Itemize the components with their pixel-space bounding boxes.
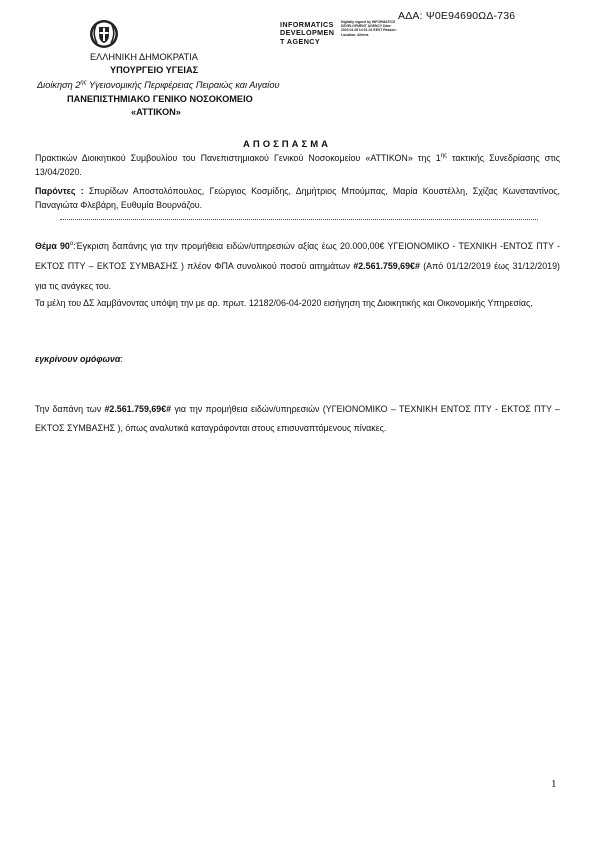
ministry-heading: ΥΠΟΥΡΓΕΙΟ ΥΓΕΙΑΣ (110, 65, 199, 75)
item-amount: #2.561.759,69€# (353, 261, 420, 271)
page-number: 1 (551, 778, 557, 790)
agency-line: DEVELOPMEN (280, 28, 335, 38)
greek-emblem-icon (88, 18, 120, 50)
minutes-paragraph: Πρακτικών Διοικητικού Συμβουλίου του Πανεπιστημιακού Γενικού Νοσοκομείου «ΑΤΤΙΚΟΝ» της $1^{\eta\varsigma}$ τακτικής Συνεδρίασης στις 13/04/2020. (35, 153, 560, 177)
item-paragraph: Θέμα $90^o:Έ\gamma\kappa\rho\iota\sigma\eta$ δαπάνης για την προμήθεια ειδών/υπηρεσιών αξίας έως 20.000,00€ ΥΓΕΙΟΝΟΜΙΚΟ - ΤΕΧΝΙΚΗ -ΕΝΤΟΣ ΠΤΥ - ΕΚΤΟΣ ΠΤΥ – ΕΚΤΟΣ ΣΥΜΒΑΣΗΣ ) πλέον ΦΠΑ συνολικού ποσού αιτημάτων #2.561.759,69€# (Από 01/12/2019 έως 31/12/2019) για τις ανάγκες του. (35, 241, 560, 291)
document-title: ΑΠΟΣΠΑΣΜΑ (243, 139, 332, 150)
item-label: Θέμα 90 (35, 241, 70, 251)
hospital-heading: ΠΑΝΕΠΙΣΤΗΜΙΑΚΟ ΓΕΝΙΚΟ ΝΟΣΟΚΟΜΕΙΟ (67, 94, 253, 104)
members-paragraph: Τα μέλη του ΔΣ λαμβάνοντας υπόψη την με αρ. πρωτ. 12182/06-04-2020 εισήγηση της Διοικητικής και Οικονομικής Υπηρεσίας, (35, 298, 533, 308)
approve-line: εγκρίνουν ομόφωνα: (35, 354, 123, 364)
expense-paragraph: Την δαπάνη των #2.561.759,69€# για την προμήθεια ειδών/υπηρεσιών (ΥΓΕΙΟΝΟΜΙΚΟ – ΤΕΧΝΙΚΗ ΕΝΤΟΣ ΠΤΥ - ΕΚΤΟΣ ΠΤΥ – ΕΚΤΟΣ ΣΥΜΒΑΣΗΣ ), όπως αναλυτικά καταγράφονται στους επισυναπτόμενους πίνακες. (35, 404, 560, 433)
agency-line: INFORMATICS (280, 20, 334, 29)
dotted-separator (60, 219, 538, 220)
agency-line: T AGENCY (280, 36, 321, 46)
expense-amount: #2.561.759,69€# (104, 404, 172, 414)
region-heading: Διοίκηση $2^{\eta\varsigma}$ Υγειονομικής Περιφέρειας Πειραιώς και Αιγαίου (37, 79, 280, 90)
present-paragraph: Παρόντες : Σπυρίδων Αποστολόπουλος, Γεώργιος Κοσμίδης, Δημήτριος Μπούμπας, Μαρία Κουστέλλη, Σχίζας Κωνσταντίνος, Παναγιώτα Φλεβάρη, Ευθυμία Βουρνάζου. (35, 186, 560, 210)
republic-heading: ΕΛΛΗΝΙΚΗ ΔΗΜΟΚΡΑΤΙΑ (90, 52, 198, 62)
hospital-name: «ΑΤΤΙΚΟΝ» (131, 107, 181, 117)
signature-details: Digitally signed by INFORMATICS DEVELOPMENT AGENCY Date: 2020.04.28 14:01:31 EEST Reason: Location: Athens (341, 20, 397, 37)
present-label: Παρόντες : (35, 186, 84, 196)
ada-code: ΑΔΑ: Ψ0Ε94690ΩΔ-736 (398, 10, 516, 22)
signature-agency (280, 21, 334, 46)
